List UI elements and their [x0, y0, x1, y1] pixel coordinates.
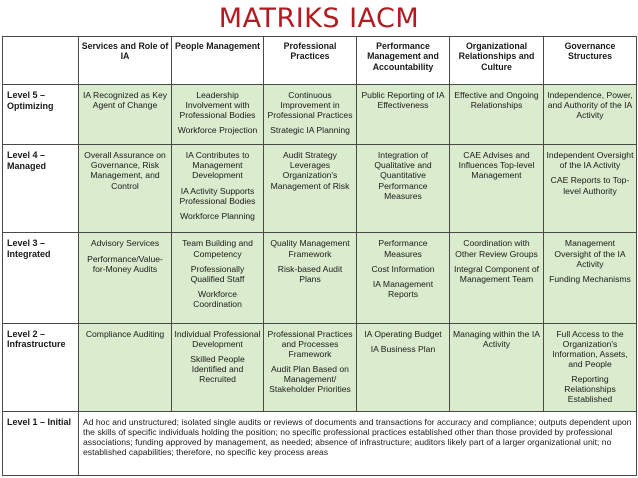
matrix-cell — [264, 145, 357, 233]
key-process-area: Leadership Involvement with Professional Bodies — [179, 90, 256, 121]
key-process-area: Skilled People Identified and Recruited — [190, 353, 245, 385]
matrix-cell — [172, 323, 264, 411]
column-header: Services and Role of IA — [79, 37, 172, 85]
key-process-area: Overall Assurance on Governance, Risk Management, and Control — [84, 150, 166, 191]
key-process-area: Performance Measures — [378, 238, 428, 259]
key-process-area: Strategic IA Planning — [270, 125, 350, 136]
matrix-cell — [172, 145, 264, 233]
key-process-area: Team Building and Competency — [182, 238, 253, 259]
key-process-area: Professionally Qualified Staff — [190, 263, 245, 284]
level-row — [3, 85, 637, 145]
key-process-area: Funding Mechanisms — [549, 273, 631, 284]
level-label: Level 3 – Integrated — [3, 233, 79, 323]
matrix-cell — [172, 233, 264, 323]
level-row — [3, 145, 637, 233]
key-process-area: IA Operating Budget — [364, 328, 442, 339]
matrix-cell — [450, 323, 544, 411]
matrix-cell — [450, 85, 544, 145]
corner-cell — [3, 37, 79, 85]
key-process-area: Risk-based Audit Plans — [277, 263, 343, 284]
matrix-cell — [357, 85, 450, 145]
matrix-cell — [357, 233, 450, 323]
key-process-area: IA Recognized as Key Agent of Change — [82, 90, 168, 111]
level-label: Level 1 – Initial — [3, 411, 79, 475]
matrix-cell — [450, 145, 544, 233]
matrix-cell — [172, 85, 264, 145]
key-process-area: Advisory Services — [90, 238, 160, 249]
key-process-area: Reporting Relationships Established — [564, 374, 616, 405]
key-process-area: Workforce Planning — [180, 210, 255, 221]
page-title: MATRIKS IACM — [218, 3, 420, 34]
key-process-area: Professional Practices and Processes Framework — [267, 328, 353, 359]
column-header: Organizational Relationships and Culture — [450, 37, 544, 85]
key-process-area: Public Reporting of IA Effectiveness — [361, 90, 445, 111]
matrix-cell — [264, 323, 357, 411]
key-process-area: Managing within the IA Activity — [453, 328, 540, 349]
matrix-cell — [544, 145, 637, 233]
key-process-area: Quality Management Framework — [270, 238, 350, 259]
matrix-cell — [544, 85, 637, 145]
key-process-area: Audit Strategy Leverages Organization's Management of Risk — [270, 150, 350, 191]
level-label: Level 4 – Managed — [3, 145, 79, 233]
matrix-cell — [79, 323, 172, 411]
matrix-cell — [79, 233, 172, 323]
key-process-area: Performance/Value-for-Money Audits — [87, 253, 163, 274]
level-row — [3, 323, 637, 411]
key-process-area: Integral Component of Management Team — [453, 263, 540, 284]
column-header: Professional Practices — [264, 37, 357, 85]
key-process-area: CAE Reports to Top-level Authority — [550, 175, 630, 196]
key-process-area: Management Oversight of the IA Activity — [554, 238, 626, 269]
key-process-area: Integration of Qualitative and Quantitative Performance Measures — [374, 150, 432, 201]
key-process-area: Cost Information — [371, 263, 435, 274]
header-row — [3, 37, 637, 85]
matrix-cell — [79, 85, 172, 145]
key-process-area: Independent Oversight of the IA Activity — [546, 150, 634, 171]
key-process-area: Effective and Ongoing Relationships — [454, 90, 539, 111]
key-process-area: Workforce Coordination — [193, 288, 242, 310]
level-1-description: Ad hoc and unstructured; isolated single audits or reviews of documents and transactions for accuracy and compliance; outputs dependent upon the skills of specific individuals holding the position; no specific professional practices established other than those provided by professional associations; funding approved by management, as needed; absence of infrastructure; auditors likely part of a larger organizational unit; no established capabilities; therefore, no specific key process areas — [79, 411, 637, 475]
matrix-cell — [450, 233, 544, 323]
key-process-area: Compliance Auditing — [85, 328, 165, 339]
key-process-area: Coordination with Other Review Groups — [455, 238, 538, 259]
column-header: People Management — [172, 37, 264, 85]
iacm-matrix-table — [2, 36, 637, 476]
column-header: Governance Structures — [544, 37, 637, 85]
key-process-area: Continuous Improvement in Professional Practices — [267, 90, 353, 121]
key-process-area: IA Contributes to Management Development — [185, 150, 250, 181]
key-process-area: Independence, Power, and Authority of the IA Activity — [547, 90, 633, 121]
key-process-area: Individual Professional Development — [174, 328, 261, 349]
matrix-cell — [544, 233, 637, 323]
matrix-cell — [357, 145, 450, 233]
key-process-area: CAE Advises and Influences Top-level Management — [458, 150, 535, 181]
level-label: Level 2 – Infrastructure — [3, 323, 79, 411]
matrix-cell — [264, 233, 357, 323]
column-header: Performance Management and Accountability — [357, 37, 450, 85]
key-process-area: IA Business Plan — [370, 343, 436, 354]
key-process-area: Full Access to the Organization's Information, Assets, and People — [552, 328, 628, 369]
key-process-area: Audit Plan Based on Management/ Stakeholder Priorities — [269, 364, 351, 395]
key-process-area: IA Activity Supports Professional Bodies — [179, 185, 256, 206]
matrix-cell — [264, 85, 357, 145]
level-row — [3, 411, 637, 475]
level-label: Level 5 – Optimizing — [3, 85, 79, 145]
level-row — [3, 233, 637, 323]
matrix-cell — [79, 145, 172, 233]
key-process-area: Workforce Projection — [177, 125, 258, 136]
matrix-cell — [357, 323, 450, 411]
matrix-cell — [544, 323, 637, 411]
key-process-area: IA Management Reports — [372, 278, 434, 299]
